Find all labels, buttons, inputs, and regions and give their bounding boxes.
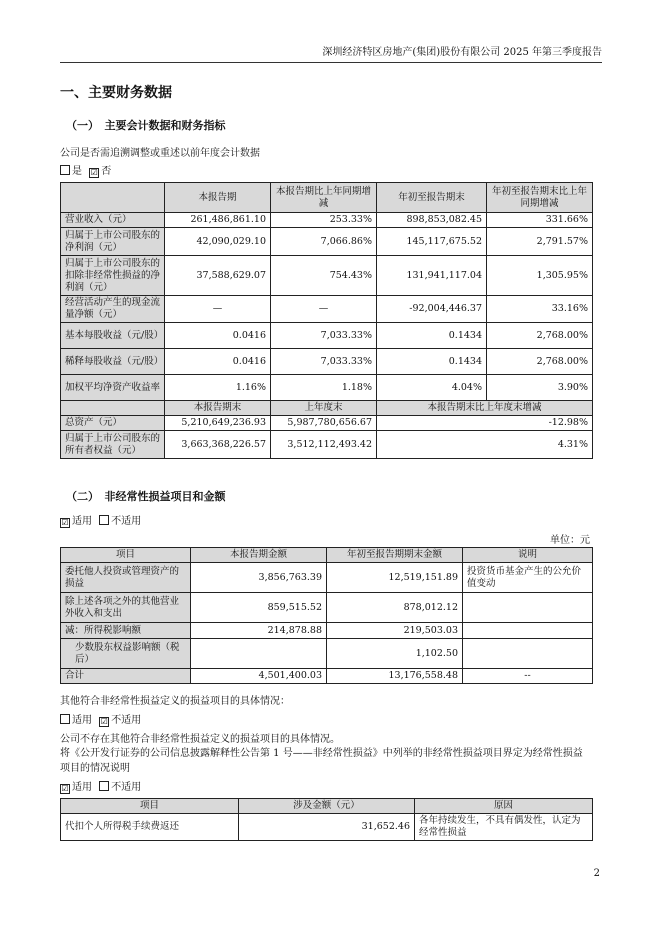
- table-cell: 5,987,780,656.67: [271, 416, 377, 431]
- row-label: 归属于上市公司股东的扣除非经常性损益的净利润（元）: [61, 256, 165, 296]
- table-row: [61, 623, 593, 639]
- table-cell: 各年持续发生，不具有偶发性，认定为经常性损益: [415, 814, 593, 841]
- t2-header: 说明: [463, 548, 593, 563]
- explanation-note-line1: 将《公开发行证券的公司信息披露解释性公告第 1 号——非经常性损益》中列举的非经常性损益项目界定为经常性损益: [60, 748, 583, 759]
- table-cell: 投资货币基金产生的公允价值变动: [463, 563, 593, 593]
- table-cell: 3,663,368,226.57: [165, 431, 271, 459]
- table-row: [61, 256, 593, 296]
- table-row: [61, 639, 593, 669]
- table-row: [61, 375, 593, 401]
- table-cell: 5,210,649,236.93: [165, 416, 271, 431]
- table-row: [61, 416, 593, 431]
- financial-data-table: [60, 182, 593, 459]
- t1-header: [61, 183, 165, 213]
- checkbox-not-applicable[interactable]: [99, 515, 109, 525]
- table-row: [61, 669, 593, 684]
- t3-header: 项目: [61, 799, 239, 814]
- row-label: 减：所得税影响额: [61, 623, 191, 639]
- non-recurring-table: [60, 547, 593, 684]
- option-not-applicable-label: 不适用: [111, 516, 142, 527]
- table-row: [61, 228, 593, 256]
- table-row: [61, 563, 593, 593]
- row-label: 总资产（元）: [61, 416, 165, 431]
- no-other-items-note: 公司不存在其他符合非经常性损益定义的损益项目的具体情况。: [60, 734, 340, 745]
- option-no-label: 否: [101, 166, 112, 177]
- table-row: [61, 213, 593, 228]
- table-cell: --: [463, 669, 593, 684]
- checkbox-yes[interactable]: [60, 165, 70, 175]
- table-cell: 33.16%: [487, 296, 593, 323]
- table-cell: 2,791.57%: [487, 228, 593, 256]
- option-not-applicable-label: 不适用: [111, 715, 142, 726]
- table-cell: 2,768.00%: [487, 323, 593, 349]
- row-label: 基本每股收益（元/股）: [61, 323, 165, 349]
- row-label: 归属于上市公司股东的所有者权益（元）: [61, 431, 165, 459]
- row-label: 委托他人投资或管理资产的损益: [61, 563, 191, 593]
- checkbox-applicable[interactable]: ☑: [61, 518, 69, 527]
- table-cell: 878,012.12: [327, 593, 463, 623]
- table-cell: 331.66%: [487, 213, 593, 228]
- t1-subheader: 上年度末: [271, 401, 377, 416]
- restate-question: 公司是否需追溯调整或重述以前年度会计数据: [60, 148, 260, 159]
- page-header: 深圳经济特区房地产(集团)股份有限公司 2025 年第三季度报告: [60, 46, 602, 63]
- table-cell: 1,305.95%: [487, 256, 593, 296]
- table-cell: 4,501,400.03: [191, 669, 327, 684]
- table-cell: [463, 593, 593, 623]
- table-cell: 7,066.86%: [271, 228, 377, 256]
- table-cell: 261,486,861.10: [165, 213, 271, 228]
- option-applicable-label: 适用: [72, 516, 92, 527]
- table-cell: 13,176,558.48: [327, 669, 463, 684]
- checkbox-not-applicable[interactable]: [99, 781, 109, 791]
- table-row: [61, 323, 593, 349]
- subsection-title-2: （二） 非经常性损益项目和金额: [66, 490, 226, 503]
- table-cell: 12,519,151.89: [327, 563, 463, 593]
- t3-header: 原因: [415, 799, 593, 814]
- t1-header: 年初至报告期末: [377, 183, 487, 213]
- table-cell: 3.90%: [487, 375, 593, 401]
- table-cell: 0.0416: [165, 349, 271, 375]
- table-cell: 898,853,082.45: [377, 213, 487, 228]
- table-cell: [463, 639, 593, 669]
- table-cell: 4.31%: [377, 431, 593, 459]
- table-cell: —: [165, 296, 271, 323]
- t1-header: 本报告期比上年同期增减: [271, 183, 377, 213]
- row-label: 少数股东权益影响额（税后）: [61, 639, 191, 669]
- row-label: 代扣个人所得税手续费返还: [61, 814, 239, 841]
- table-cell: 1.16%: [165, 375, 271, 401]
- table-row: [61, 296, 593, 323]
- row-label: 除上述各项之外的其他营业外收入和支出: [61, 593, 191, 623]
- option-applicable-label: 适用: [72, 782, 92, 793]
- t1-header: 年初至报告期末比上年同期增减: [487, 183, 593, 213]
- t2-header: 年初至报告期期末金额: [327, 548, 463, 563]
- table-cell: 0.1434: [377, 349, 487, 375]
- table-cell: [191, 639, 327, 669]
- applicable-options-3: [60, 781, 141, 795]
- checkbox-applicable[interactable]: ☑: [61, 784, 69, 793]
- table-cell: —: [271, 296, 377, 323]
- subsection-title-1: （一） 主要会计数据和财务指标: [66, 119, 226, 132]
- table-cell: [463, 623, 593, 639]
- table-cell: -92,004,446.37: [377, 296, 487, 323]
- table-row: [61, 431, 593, 459]
- page-number: 2: [593, 868, 600, 879]
- table-cell: 42,090,029.10: [165, 228, 271, 256]
- table-cell: 3,512,112,493.42: [271, 431, 377, 459]
- checkbox-applicable[interactable]: [60, 714, 70, 724]
- table-cell: 253.33%: [271, 213, 377, 228]
- restate-options: [60, 165, 111, 179]
- table-cell: 37,588,629.07: [165, 256, 271, 296]
- table-cell: 3,856,763.39: [191, 563, 327, 593]
- row-label: 加权平均净资产收益率: [61, 375, 165, 401]
- applicable-options-1: [60, 515, 141, 529]
- t1-subheader: 本报告期末比上年度末增减: [377, 401, 593, 416]
- table-cell: 0.0416: [165, 323, 271, 349]
- t2-header: 本报告期金额: [191, 548, 327, 563]
- table-cell: 0.1434: [377, 323, 487, 349]
- t3-header: 涉及金额（元）: [239, 799, 415, 814]
- row-label: 稀释每股收益（元/股）: [61, 349, 165, 375]
- checkbox-not-applicable[interactable]: ☑: [100, 717, 108, 726]
- table-cell: -12.98%: [377, 416, 593, 431]
- t1-subheader: 本报告期末: [165, 401, 271, 416]
- table-cell: 859,515.52: [191, 593, 327, 623]
- t2-header: 项目: [61, 548, 191, 563]
- table-cell: 754.43%: [271, 256, 377, 296]
- table-cell: 2,768.00%: [487, 349, 593, 375]
- table-cell: 145,117,675.52: [377, 228, 487, 256]
- option-yes-label: 是: [72, 166, 82, 177]
- row-label: 合计: [61, 669, 191, 684]
- row-label: 经营活动产生的现金流量净额（元）: [61, 296, 165, 323]
- explanation-note-line2: 项目的情况说明: [60, 763, 130, 774]
- section-title: 一、主要财务数据: [60, 85, 172, 101]
- checkbox-no[interactable]: ☑: [90, 168, 98, 177]
- table-cell: 214,878.88: [191, 623, 327, 639]
- table-cell: 1.18%: [271, 375, 377, 401]
- table-cell: 219,503.03: [327, 623, 463, 639]
- table-row: [61, 593, 593, 623]
- table-row: [61, 349, 593, 375]
- t1-header: 本报告期: [165, 183, 271, 213]
- unit-label: 单位：元: [550, 535, 590, 546]
- table-row: [61, 814, 593, 841]
- table-cell: 1,102.50: [327, 639, 463, 669]
- table-cell: 131,941,117.04: [377, 256, 487, 296]
- row-label: 归属于上市公司股东的净利润（元）: [61, 228, 165, 256]
- table-cell: 7,033.33%: [271, 349, 377, 375]
- option-applicable-label: 适用: [72, 715, 92, 726]
- option-not-applicable-label: 不适用: [111, 782, 142, 793]
- applicable-options-2: [60, 714, 141, 728]
- table-cell: 4.04%: [377, 375, 487, 401]
- row-label: 营业收入（元）: [61, 213, 165, 228]
- table-cell: 7,033.33%: [271, 323, 377, 349]
- other-items-note: 其他符合非经常性损益定义的损益项目的具体情况：: [60, 696, 290, 707]
- table-cell: 31,652.46: [239, 814, 415, 841]
- t1-subheader: [61, 401, 165, 416]
- recurring-classification-table: [60, 798, 593, 841]
